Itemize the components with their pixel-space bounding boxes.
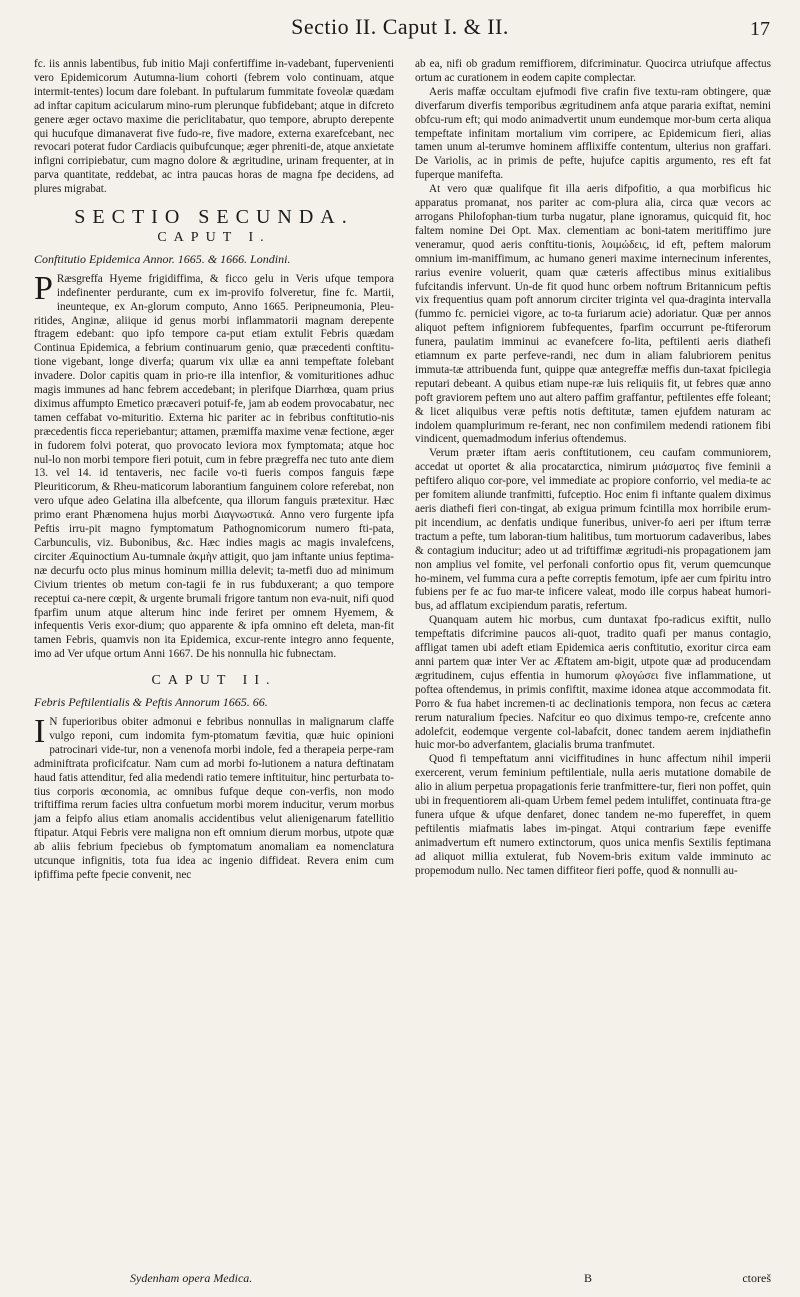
paragraph: At vero quæ qualifque fit illa aeris difpofitio, a qua morbificus hic apparatus promanat, nos pariter ac com-plura alia, circa quæ vecors ac arrogans Philofophan-tium turba nugatur, plane ignoramus, quicquid fit, hoc faltem nomine Dei Opt. Max. clementiam ac boni-tatem meritiffimo jure veneramur, quod aeris conftitu-tionis, λοιμώδεις, id eft, peftem malorum omnium im-maniffimum, ac humano generi maxime internecinum inferentes, rarius evenire voluerit, quam quæ cæteris affectibus minus exitialibus fufcitandis infervunt. Un-de fit quod hunc orbem noftrum Britannicum peftis vix frequentius quam poft annorum circiter triginta vel qua-draginta intervalla (fummo fc. perniciei vigore, ac to-ta furiarum acie) adoriatur. Quæ per annos aliquot peftem infigniorem fubfequentes, fparfim occurrunt pe-ftiferorum funera, paulatim imminui ac evanefcere fo-lita, peftilenti aeris diathefi etiamnum ex parte perfeve-randi, nec dum in aliam falubriorem penitus immuta-tæ attribuenda funt, quippe quæ antegreffæ meffis dun-taxat fpicilegia reputari debeant. A quibus etiam nupe-ræ luis reliquiis fit, ut febres quæ anno poft graviorem peftem uno aut altero paffim graffantur, peftilentes effe foleant; & licet aliquibus veræ peftis notis deftitutæ, tamen ejufdem naturam ac indolem quamplurimum re-ferant, nec non confimilem medendi rationem fibi vindicent, quemadmodum inferius oftendemus. bbox=[415, 183, 771, 446]
page-header bbox=[0, 12, 800, 46]
drop-cap: P bbox=[34, 269, 53, 307]
paragraph bbox=[34, 269, 394, 662]
paragraph-text: Ræsgreffa Hyeme frigidiffima, & ficco gelu in Veris ufque tempora indefinenter perdurante, cum ex im-provifo folveretur, fine fc. Martii, ineunteque, ex An-glorum computo, Anno 1665. Peripneumonia, Pleu-ritides, Anginæ, aliique id genus morbi inflammatorii magnam derepente ftragem edebant: quo ipfo tempore ca-put etiam extulit Febris quædam Continua Epidemica, a febrium continuarum genio, quæ præcedenti conftitu-tione vigebant, longe diverfa; quarum vix ullæ ea anni tempeftate folebant invadere. Dolor capitis quam in prio-re illa intenfior, & vomituritiones adhuc magis immunes ad hanc febrem accedebant; in plerifque Diarrhœa, quam prius diximus affumpto Emetico præcaveri potuif-fe, jam ab eodem provocabatur, nec tamen ceffabat vo-mituritio. Externa hic pariter ac in febribus conftitutio-nis præcedentis ficca reperiebantur; attamen, præmiffa maxime venæ fectione, æger in fudorem folvi poterat, quo provocato leviora mox fymptomata; atque hoc nul-lo non morbi tempore fieri potuit, cum in febre prægreffa nec tuto ante diem 13. vel 14. id tentaveris, nec facile vo-ti fueris compos fanguis fæpe Pleuriticorum, & Rheu-maticorum laborantium fanguinem colore referebat, non vero ufque adeo Gelatina illa albefcente, qua illorum fanguis prætexitur. Hæc primo erant Phænomena hujus morbi Διαγνωστικά. Anno vero furgente ipfa Peftis irru-pit magno fymptomatum Pathognomicorum numero fti-pata, Carbunculis, viz. Bubonibus, &c. Hæc indies magis ac magis invalefcens, circiter Æquinoctium Au-tumnale ἀκμὴν attigit, quo jam inftante unius feptima-næ decurfu octo plus minus hominum millia delevit; ta-metfi duo ad minimum Civium trientes ob metum con-tagii fe in rus fubduxerant; a quo tempore receptui ca-nere cœpit, & urgente brumali frigore tantum non eva-nuit, nifi quod fparfim unum atque alterum hinc inde feriret per omnem Hyemem, & infequentis Veris exor-dium; quo apparente & ipfa omnino eft deleta, man-fit tamen Febris, quamvis non ita Epidemica, excur-rente integro anno fequente, imo ad Ver ufque ortum Anni 1667. De his nonnulla hic fubnectam. bbox=[34, 272, 394, 661]
page-footer bbox=[34, 1271, 771, 1287]
paragraph: fc. iis annis labentibus, fub initio Maji confertiffime in-vadebant, fupervenienti vero Epidemicorum Autumna-lium cohorti (febrem volo continuam, atque intermit-tentes) locum dare folebant. In puftularum fummitate foveolæ quædam ad inftar capitum acicularum mino-rum plerunque fubfidebant; atque in difcreto genere æger octavo maxime die periclitabatur, quo tempore, abrupto derepente qui hucufque dimanaverat five fudo-re, five madore, externa exarefcebant, nec revocari poterat fudor Cardiacis quibufcunque; æger phreniti-de, atque anxietate infigni corripiebatur, cum magno dolore & ægritudine, urinam frequenter, at in parva quantitate, reddebat, ac intra paucas horas de magna fpe decidens, ad plures migrabat. bbox=[34, 58, 394, 196]
chapter-rubric: Febris Peftilentialis & Peftis Annorum 1665. 66. bbox=[34, 695, 268, 710]
running-head: Sectio II. Caput I. & II. bbox=[291, 14, 509, 39]
paragraph: Quanquam autem hic morbus, cum duntaxat fpo-radicus exiftit, nullo tempeftatis difcrimine paucos ali-quot, tradito quafi per manus contagio, affligat tamen ubi adeft etiam Epidemica aeris conftitutio, exoritur circa eam anni partem quæ inter Ver ac Æftatem am-bigit, utpote quæ ad producendam ægritudinem, cujus effentia in humorum φλογώσει five inflammatione, ut poftea oftendemus, in primis confiftit, maxime idonea atque accommodata fit. Porro & fua habet incremen-ti ac declinationis tempora, non fecus ac cætera rerum naturalium fpecies. Nafcitur eo quo diximus tempo-re, crefcente anno adolefcit, eodemque vergente col-labafcit, donec tandem aerem injdiathefin huic mor-bo adverfantem, glacialis bruma tranfmutet. bbox=[415, 614, 771, 752]
signature-mark: B bbox=[584, 1271, 593, 1285]
paragraph bbox=[34, 712, 394, 883]
paragraph: Aeris maffæ occultam ejufmodi five crafin five textu-ram obtingere, quæ diverfarum diverfis temporibus ægritudinem anfa atque pararia exiftat, nemini obfcu-rum eft; qui modo animadvertit unum eundemque mor-bum certa aliqua tempeftate infinitam mortalium vim corripere, ac Epidemicum fieri, alias tamen unum al-terumve hominem afflixiffe contentum, ulterius non graffari. De Variolis, ac in primis de pefte, hujufce capitis argumento, res eft fat fuperque manifefta. bbox=[415, 85, 771, 182]
right-column bbox=[415, 58, 771, 878]
left-column bbox=[34, 58, 394, 883]
paragraph: Verum præter iftam aeris conftitutionem, ceu caufam communiorem, accedat ut oportet & alia procatarctica, nimirum μιάσματος five feminii a peftifero aliquo cor-pore, vel immediate ac propiore conforrio, vel media-te ac per fomitem aliunde tranfmitti, fufceptio. Hoc enim fi inftante qualem diximus aeris diathefi fieri con-tingat, ab exigua primum fcintilla mox horribile erum-pit incendium, ac denfatis undique funeribus, univer-fo aeri per iftum terræ tractum a pefte, tum laboran-tium halitibus, tum mortuorum cadaveribus, labes & contagium inducitur; adeo ut ad triftiffimæ ægritudi-nis propagationem jam non amplius vel fomite, vel perfonali confortio opus fit, verum quemcunque ho-minem, vel fumma cura a pefte correptis femotum, ipfe aer cum fpiritu intro fubiens per fe ac fuo mar-te inficere valeat, modo ille corpus habeat humori-bus, ad afflatum excipiendum paratis, refertum. bbox=[415, 447, 772, 613]
paragraph-text: N fuperioribus obiter admonui e febribus nonnullas in malignarum claffe vulgo reponi, cum indomita fym-ptomatum fævitia, quæ huic opinioni patrocinari vide-tur, non a venenofa morbi indole, fed a therapeia perpe-ram adminiftrata proficifcatur. Nam cum ad morbi fo-lutionem a natura deftinatam haud fatis attenditur, fed alia medendi ratio temere inftituitur, hinc perturbata to-tius corporis œconomia, ac omnibus fufque deque con-verfis, non modo triftiffima rerum facies ultra confuetum morbi morem inducitur, verum morbus jam a feipfo alius etiam anomalis accidentibus velut alienigenarum fatellitio ftipatur. Atqui Febris vere maligna non eft omnium dierum morbus, utpote quæ ab aliis febrium fpeciebus ob fymptomatum anomaliam ea nomenclatura utcunque infignitis, tota fua idea ac ingenio diffideat. Revera enim cum ipfiffima pefte fpecie convenit, nec bbox=[34, 715, 394, 881]
section-title: SECTIO SECUNDA. bbox=[74, 206, 354, 229]
chapter-title: CAPUT II. bbox=[151, 673, 277, 689]
paragraph: Quod fi tempeftatum anni viciffitudines in hunc affectum nihil imperii exercerent, verum feminium peftilentiale, nulla aeris mutatione domabile de alio in alium perpetua propagationis ferie tranfmittere-tur, fieri non poffet, quin ubi in frequentiorem ali-quam Urbem femel pedem intuliffet, continuata ftra-ge funera ufque & ufque denfaret, donec tandem ne-mo fupereffet, in quem peftilentis miafmatis labes im-pingat. Atqui contrarium fæpe eveniffe animadvertum eft numero extinctorum, quos unica menfis Sextilis feptimana ad aliquot millia extulerat, fub Novem-bris exitum valde imminuto ac propemodum nullo. Nec tamen diffiteor fieri poffe, quod & nonnulli au- bbox=[415, 753, 771, 877]
chapter-title: CAPUT I. bbox=[157, 229, 271, 245]
paragraph: ab ea, nifi ob gradum remiffiorem, difcriminatur. Quocirca utriufque affectus ortum ac curationem in eodem capite complectar. bbox=[415, 58, 771, 84]
page-number: 17 bbox=[750, 18, 770, 40]
drop-cap: I bbox=[34, 712, 46, 750]
catchword: ctoreš bbox=[742, 1271, 771, 1285]
chapter-rubric: Conftitutio Epidemica Annor. 1665. & 1666. Londini. bbox=[34, 251, 291, 266]
signature-line: Sydenham opera Medica. bbox=[130, 1271, 253, 1285]
